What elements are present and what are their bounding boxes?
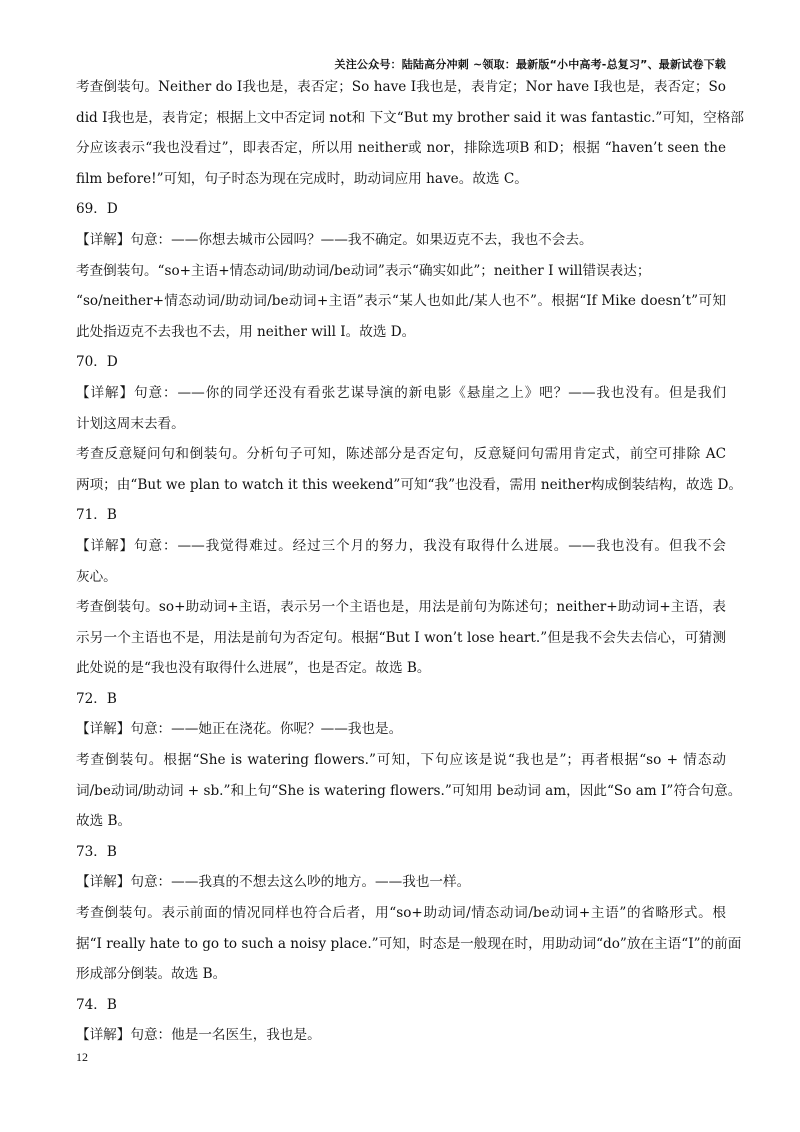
text-line: 灰心。 <box>76 568 117 585</box>
answer-explanations <box>76 72 744 1051</box>
text-line: 词/be动词/助动词 + sb.”和上句“She is watering flowers.”可知用 be动词 am，因此“So am I”符合句意。 <box>76 782 742 799</box>
text-line: 【详解】句意：——你想去城市公园吗？——我不确定。如果迈克不去，我也不会去。 <box>76 231 593 248</box>
text-line: 考查倒装句。“so+主语+情态动词/助动词/be动词”表示“确实如此”；neither I will错误表达； <box>76 262 651 279</box>
question-number: 72．B <box>76 690 117 707</box>
text-line: 【详解】句意：——我觉得难过。经过三个月的努力，我没有取得什么进展。——我也没有。但我不会 <box>76 537 726 554</box>
text-line: did I我也是，表肯定；根据上文中否定词 not和 下文“But my brother said it was fantastic.”可知，空格部 <box>76 109 744 126</box>
page-number: 12 <box>76 1050 88 1064</box>
question-number: 73．B <box>76 843 117 860</box>
text-line: 形成部分倒装。故选 B。 <box>76 966 227 983</box>
text-line: 示另一个主语也不是，用法是前句为否定句。根据“But I won’t lose heart.”但是我不会失去信心，可猜测 <box>76 629 726 646</box>
text-line: 分应该表示“我也没看过”，即表否定，所以用 neither或 nor，排除选项B 和D；根据 “haven’t seen the <box>76 140 726 157</box>
text-line: 此处说的是“我也没有取得什么进展”，也是否定。故选 B。 <box>76 660 431 677</box>
text-line: 考查倒装句。表示前面的情况同样也符合后者，用“so+助动词/情态动词/be动词+主语”的省略形式。根 <box>76 905 726 922</box>
text-line: 考查倒装句。根据“She is watering flowers.”可知，下句应该是说“我也是”；再者根据“so + 情态动 <box>76 752 726 769</box>
text-line: 此处指迈克不去我也不去，用 neither will I。故选 D。 <box>76 323 416 340</box>
page-header-notice: 关注公众号：陆陆高分冲刺 ~领取：最新版“小中高考-总复习”、最新试卷下载 <box>334 58 726 71</box>
text-line: “so/neither+情态动词/助动词/be动词+主语”表示“某人也如此/某人也不”。根据“If Mike doesn’t”可知 <box>76 293 726 310</box>
text-line: 据“I really hate to go to such a noisy place.”可知，时态是一般现在时，用助动词“do”放在主语“I”的前面 <box>76 935 742 952</box>
text-line: 两项；由“But we plan to watch it this weekend”可知“我”也没看，需用 neither构成倒装结构，故选 D。 <box>76 476 742 493</box>
question-number: 71．B <box>76 507 117 524</box>
text-line: 考查倒装句。so+助动词+主语，表示另一个主语也是，用法是前句为陈述句；neither+助动词+主语，表 <box>76 599 726 616</box>
text-line: 【详解】句意：——她正在浇花。你呢？——我也是。 <box>76 721 403 738</box>
text-line: 考查倒装句。Neither do I我也是，表否定；So have I我也是，表肯定；Nor have I我也是，表否定；So <box>76 79 726 95</box>
text-line: 【详解】句意：他是一名医生，我也是。 <box>76 1027 321 1044</box>
text-line: 计划这周末去看。 <box>76 415 185 432</box>
question-number: 69．D <box>76 201 118 218</box>
text-line: 考查反意疑问句和倒装句。分析句子可知，陈述部分是否定句，反意疑问句需用肯定式，前空可排除 AC <box>76 446 726 463</box>
text-line: 【详解】句意：——你的同学还没有看张艺谋导演的新电影《悬崖之上》吧？——我也没有。但是我们 <box>76 384 726 401</box>
text-line: film before!”可知，句子时态为现在完成时，助动词应用 have。故选 C。 <box>76 170 528 187</box>
question-number: 70．D <box>76 354 118 371</box>
question-number: 74．B <box>76 996 117 1013</box>
text-line: 故选 B。 <box>76 813 132 830</box>
text-line: 【详解】句意：——我真的不想去这么吵的地方。——我也一样。 <box>76 874 471 891</box>
